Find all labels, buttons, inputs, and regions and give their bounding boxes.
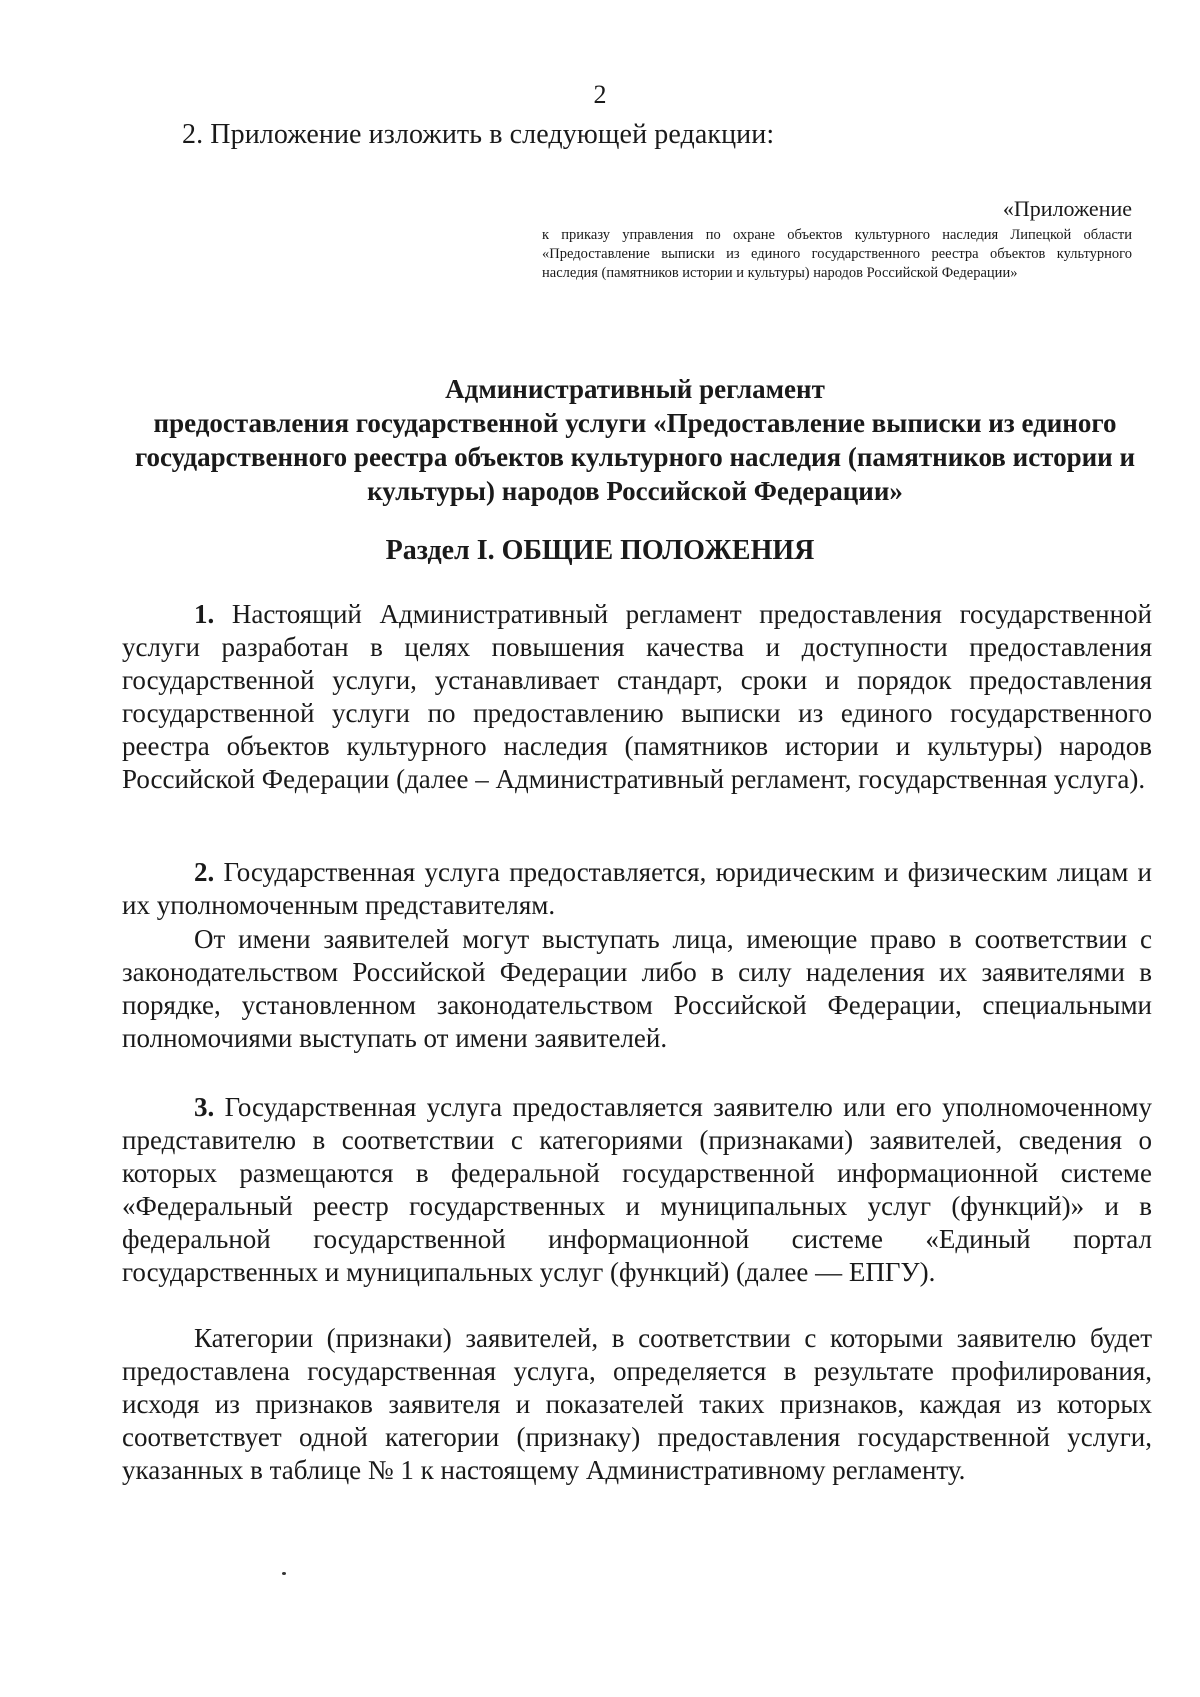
paragraph-3-continuation <box>122 1322 1152 1487</box>
paragraph-2 <box>122 856 1152 922</box>
appendix-title: «Приложение <box>1002 196 1132 221</box>
paragraph-1-text: Настоящий Административный регламент предоставления государственной услуги разработан в целях повышения качества и доступности предоставления государственной услуги, устанавливает стандарт, сроки и порядок предоставления государственной услуги по предоставлению выписки из единого государственного реестра объектов культурного наследия (памятников истории и культуры) народов Российской Федерации (далее – Административный регламент, государственная услуга). <box>122 599 1153 794</box>
page-number: 2 <box>593 80 607 109</box>
section-title: Раздел I. ОБЩИЕ ПОЛОЖЕНИЯ <box>385 535 815 566</box>
heading-line1: Административный регламент <box>445 374 825 404</box>
appendix-text: к приказу управления по охране объектов культурного наследия Липецкой области «Предоставление выписки из единого государственного реестра объектов культурного наследия (памятников истории и культуры) народов Российской Федерации» <box>542 227 1132 281</box>
paragraph-2-continuation <box>122 923 1152 1055</box>
paragraph-3-number: 3. <box>194 1092 215 1122</box>
document-heading <box>118 372 1152 508</box>
paragraph-2b-text: От имени заявителей могут выступать лица, имеющие право в соответствии с законодательством Российской Федерации либо в силу наделения их заявителями в порядке, установленном законодательством Российской Федерации, специальными полномочиями выступать от имени заявителей. <box>122 924 1152 1053</box>
amendment-line: 2. Приложение изложить в следующей редакции: <box>182 119 775 150</box>
heading-line2: предоставления государственной услуги «Предоставление выписки из единого государственного реестра объектов культурного наследия (памятников истории и культуры) народов Российской Федерации» <box>134 408 1136 506</box>
scan-speck <box>282 1572 286 1575</box>
paragraph-3-text: Государственная услуга предоставляется заявителю или его уполномоченному представителю в соответствии с категориями (признаками) заявителей, сведения о которых размещаются в федеральной государственной информационной системе «Федеральный реестр государственных и муниципальных услуг (функций)» и в федеральной государственной информационной системе «Единый портал государственных и муниципальных услуг (функций) (далее — ЕПГУ). <box>122 1092 1152 1287</box>
paragraph-3 <box>122 1091 1152 1289</box>
paragraph-1-number: 1. <box>194 599 215 629</box>
paragraph-1 <box>122 598 1152 796</box>
paragraph-2-number: 2. <box>194 857 215 887</box>
appendix-block <box>542 196 1132 283</box>
paragraph-3b-text: Категории (признаки) заявителей, в соответствии с которыми заявителю будет предоставлена государственная услуга, определяется в результате профилирования, исходя из признаков заявителя и показателей таких признаков, каждая из которых соответствует одной категории (признаку) предоставления государственной услуги, указанных в таблице № 1 к настоящему Административному регламенту. <box>122 1323 1152 1485</box>
paragraph-2-text: Государственная услуга предоставляется, юридическим и физическим лицам и их уполномоченным представителям. <box>122 857 1152 920</box>
